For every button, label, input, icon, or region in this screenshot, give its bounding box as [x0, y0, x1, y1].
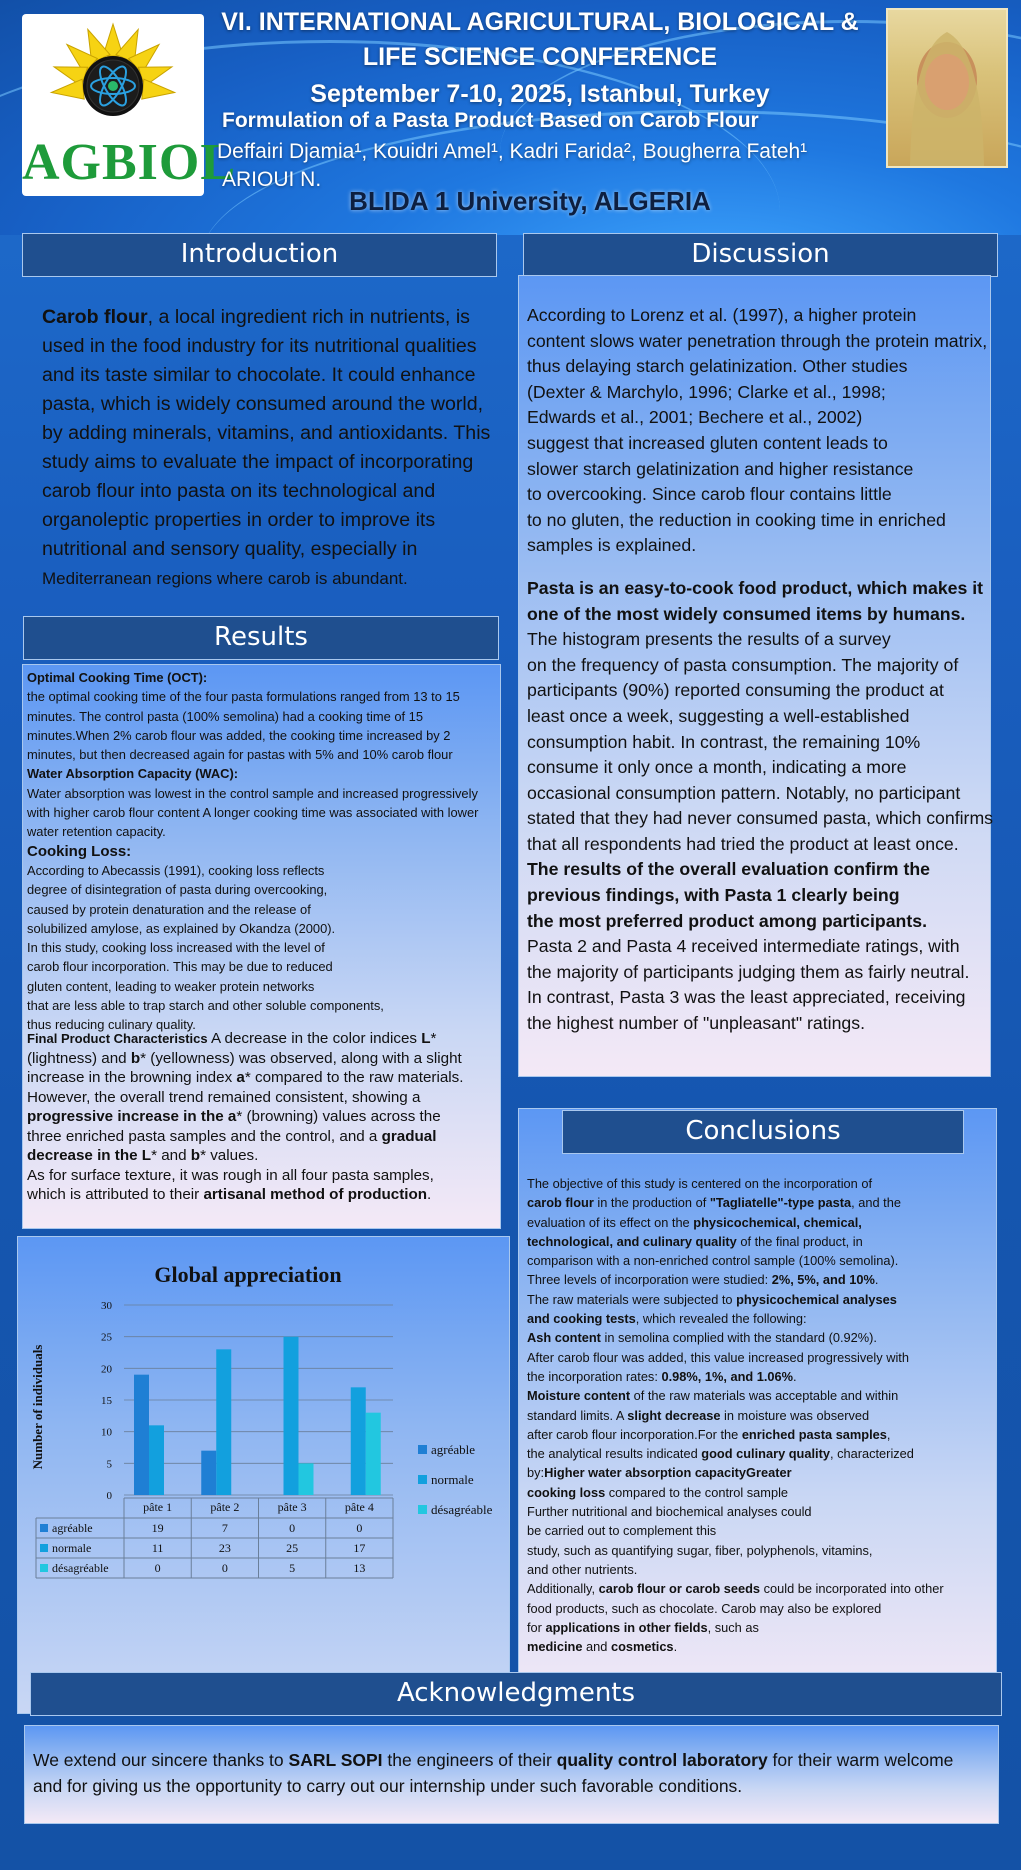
chart-table-cell: 19: [151, 1521, 164, 1535]
wac-line: Water absorption was lowest in the control sample and increased progressively: [27, 785, 478, 801]
chart-table-cell: 13: [353, 1561, 366, 1575]
fpc-bold: a: [236, 1069, 245, 1086]
chart-bar-normale: [351, 1387, 366, 1495]
conclusion-text: the analytical results indicated: [527, 1446, 702, 1462]
fpc-line-8: As for surface texture, it was rough in all four pasta samples,: [27, 1166, 434, 1184]
conclusion-line: [527, 1328, 997, 1347]
conclusion-line: [527, 1193, 997, 1212]
discussion-line: the majority of participants judging them as fairly neutral.: [527, 961, 970, 982]
discussion-line: occasional consumption pattern. Notably, no participant: [527, 782, 961, 803]
wac-heading-text: Water Absorption Capacity (WAC):: [27, 766, 239, 782]
conclusion-line: food products, such as chocolate. Carob may also be explored: [527, 1600, 882, 1616]
chart-bar-désagréable: [299, 1463, 314, 1495]
fpc-bold: L: [421, 1030, 431, 1047]
conclusion-text: .: [673, 1639, 678, 1655]
cooking-loss-line: In this study, cooking loss increased with the level of: [27, 940, 325, 956]
conclusion-bold: enriched pasta samples: [741, 1426, 887, 1442]
fpc-line-5: [27, 1107, 497, 1127]
fpc-text: A decrease in the color indices: [207, 1030, 422, 1047]
discussion-line: consumption habit. In contrast, the remaining 10%: [527, 731, 921, 752]
fpc-bold: progressive increase in the a: [27, 1108, 237, 1125]
conclusion-line: [527, 1444, 997, 1463]
conclusion-text: evaluation of its effect on the: [527, 1214, 694, 1230]
conclusion-line: be carried out to complement this: [527, 1523, 717, 1539]
results-heading: Results: [23, 616, 499, 660]
fpc-bold: gradual: [381, 1127, 437, 1145]
chart-table-row-label: agréable: [52, 1521, 93, 1535]
discussion-bold: the most preferred product among participants.: [527, 910, 927, 931]
fpc-line-7: [27, 1146, 497, 1166]
wac-line: water retention capacity.: [27, 824, 166, 840]
conclusion-text: ,: [886, 1426, 891, 1442]
conclusion-line: [527, 1483, 997, 1502]
fpc-bold: artisanal method of production: [203, 1186, 428, 1203]
chart-y-axis-label: Number of individuals: [30, 1344, 45, 1470]
chart-table-cell: 25: [286, 1541, 299, 1555]
conclusion-line: [527, 1463, 997, 1482]
conclusion-text: , and the: [851, 1195, 901, 1211]
conclusion-text: Additionally,: [527, 1581, 599, 1597]
chart-table-cell: 23: [218, 1541, 231, 1555]
cooking-loss-line: caused by protein denaturation and the release of: [27, 901, 311, 917]
oct-line: minutes. The control pasta (100% semolina) had a cooking time of 15: [27, 708, 424, 724]
discussion-line: participants (90%) reported consuming the product at: [527, 680, 944, 701]
conclusions-heading: Conclusions: [562, 1110, 964, 1154]
conclusion-line: [527, 1270, 997, 1289]
cooking-loss-line: that are less able to trap starch and other soluble components,: [27, 998, 384, 1014]
chart-svg: [18, 1237, 509, 1713]
chart-table-row-label: désagréable: [52, 1561, 109, 1575]
chart-table-cell: 7: [221, 1521, 228, 1535]
intro-lead: Carob flour: [42, 306, 148, 328]
chart-title: Global appreciation: [154, 1262, 342, 1287]
conclusion-text: the incorporation rates:: [527, 1368, 662, 1384]
conclusion-line: [527, 1579, 997, 1598]
oct-line: minutes, but then decreased again for pastas with 5% and 10% carob flour: [27, 747, 453, 763]
discussion-line: consume it only once a month, indicating a more: [527, 757, 907, 778]
chart-legend-label: désagréable: [431, 1502, 493, 1517]
conference-name-line1: VI. INTERNATIONAL AGRICULTURAL, BIOLOGICAL &: [221, 8, 859, 36]
acknowledgments-heading: Acknowledgments: [30, 1672, 1002, 1716]
chart-table-cell: 17: [353, 1541, 366, 1555]
conclusion-bold: physicochemical, chemical,: [693, 1214, 862, 1230]
author-photo: [886, 8, 1008, 168]
authors-line2: ARIOUI N.: [222, 168, 322, 191]
discussion-heading: Discussion: [523, 233, 998, 277]
chart-legend-label: agréable: [431, 1442, 476, 1457]
conclusion-line: study, such as quantifying sugar, fiber, polyphenols, vitamins,: [527, 1542, 873, 1558]
intro-line-3: and its taste similar to chocolate. It could enhance: [42, 364, 476, 386]
chart-bar-agréable: [134, 1375, 149, 1495]
conclusion-text: after carob flour incorporation.For the: [527, 1426, 742, 1442]
discussion-bold-line: [527, 602, 997, 628]
chart-x-tick-label: pâte 2: [210, 1500, 240, 1514]
agbiol-logo: [22, 14, 237, 196]
cooking-loss-line: thus reducing culinary quality.: [27, 1017, 196, 1033]
cooking-loss-line: carob flour incorporation. This may be due to reduced: [27, 959, 333, 975]
conclusion-line: [527, 1309, 997, 1328]
conclusion-bold: Moisture content: [527, 1388, 631, 1404]
conclusion-text: Three levels of incorporation were studied:: [527, 1272, 772, 1288]
oct-line: minutes.When 2% carob flour was added, the cooking time increased by 2: [27, 727, 451, 743]
ack-bold: SARL SOPI: [288, 1750, 383, 1770]
chart-table-cell: 0: [289, 1521, 296, 1535]
fpc-line-2: [27, 1049, 497, 1069]
chart-bar-normale: [149, 1425, 164, 1495]
discussion-line: (Dexter & Marchylo, 1996; Clarke et al., 1998;: [527, 381, 886, 402]
chart-table-cell: 11: [151, 1541, 164, 1555]
discussion-line: content slows water penetration through the protein matrix,: [527, 330, 988, 351]
conclusion-bold: carob flour: [527, 1195, 594, 1211]
wac-heading: [27, 764, 497, 783]
discussion-bold-line: [527, 883, 997, 909]
global-appreciation-chart: [17, 1236, 510, 1714]
fpc-line-9: [27, 1185, 497, 1205]
conclusion-bold: slight decrease: [627, 1407, 721, 1423]
acknowledgments-text: [33, 1748, 993, 1799]
conclusion-text: .: [874, 1272, 879, 1288]
conclusion-text: for: [527, 1619, 546, 1635]
conclusion-bold: physicochemical analyses: [736, 1291, 897, 1307]
ack-text: We extend our sincere thanks to: [33, 1750, 289, 1770]
intro-line-1: [42, 303, 502, 332]
conclusion-line: [527, 1290, 997, 1309]
conclusion-bold: medicine: [527, 1639, 583, 1655]
chart-y-tick-label: 0: [106, 1490, 112, 1502]
conclusion-line: After carob flour was added, this value increased progressively with: [527, 1349, 909, 1365]
conclusion-text: The raw materials were subjected to: [527, 1291, 737, 1307]
intro-line-7: carob flour into pasta on its technological and: [42, 480, 436, 502]
conclusion-text: in semolina complied with the standard (0.92%).: [600, 1330, 877, 1346]
conclusion-bold: cosmetics: [610, 1639, 674, 1655]
fpc-text: increase in the browning index: [27, 1069, 237, 1086]
conclusion-text: in moisture was observed: [720, 1407, 870, 1423]
conclusion-text: , which revealed the following:: [635, 1311, 807, 1327]
oct-heading: [27, 668, 497, 687]
fpc-bold: b: [130, 1049, 141, 1067]
conclusion-line: [527, 1386, 997, 1405]
fpc-line-3: [27, 1068, 497, 1088]
fpc-text: three enriched pasta samples and the control, and a: [27, 1127, 382, 1145]
discussion-line: slower starch gelatinization and higher resistance: [527, 458, 914, 479]
fpc-text: (lightness) and: [27, 1049, 131, 1067]
ack-text: for their warm welcome: [767, 1750, 954, 1770]
final-product-text: [27, 1029, 497, 1205]
conclusion-line: [527, 1213, 997, 1232]
chart-table-swatch: [40, 1524, 48, 1532]
conclusion-line: [527, 1618, 997, 1637]
discussion-line: samples is explained.: [527, 535, 697, 556]
discussion-bold: one of the most widely consumed items by humans.: [527, 603, 966, 624]
chart-bar-normale: [284, 1337, 299, 1495]
chart-y-tick-label: 20: [101, 1363, 112, 1376]
conclusion-text: compared to the control sample: [605, 1484, 789, 1500]
university-name: BLIDA 1 University, ALGERIA: [349, 186, 711, 216]
conclusion-text: could be incorporated into other: [760, 1581, 944, 1597]
ack-line-1: [33, 1748, 993, 1774]
conference-name-line2: LIFE SCIENCE CONFERENCE: [362, 43, 718, 71]
chart-table-cell: 0: [356, 1521, 363, 1535]
discussion-line: According to Lorenz et al. (1997), a higher protein: [527, 305, 917, 325]
conclusion-bold: good culinary quality: [701, 1446, 830, 1462]
conclusion-text: of the raw materials was acceptable and within: [630, 1388, 899, 1404]
cooking-loss-line: solubilized amylose, as explained by Okandza (2000).: [27, 920, 336, 936]
chart-y-tick-label: 25: [101, 1331, 112, 1344]
conclusion-bold: applications in other fields: [545, 1619, 708, 1635]
discussion-line: thus delaying starch gelatinization. Other studies: [527, 356, 908, 377]
ack-text: the engineers of their: [382, 1750, 557, 1770]
discussion-bold-line: [527, 857, 997, 883]
chart-y-tick-label: 15: [101, 1395, 112, 1407]
authors-line1: Deffairi Djamia¹, Kouidri Amel¹, Kadri Farida², Bougherra Fateh¹: [217, 140, 808, 163]
chart-bar-désagréable: [366, 1413, 381, 1495]
discussion-line: stated that they had never consumed pasta, which confirms: [527, 808, 994, 829]
chart-bar-agréable: [201, 1451, 216, 1495]
fpc-line-6: [27, 1127, 497, 1147]
conclusion-text: .: [793, 1368, 797, 1384]
chart-table-swatch: [40, 1544, 48, 1552]
oct-heading-text: Optimal Cooking Time (OCT):: [27, 670, 208, 685]
conclusion-bold: and cooking tests: [527, 1311, 636, 1327]
discussion-line: Edwards et al., 2001; Bechere et al., 2002): [527, 407, 863, 428]
conclusion-bold: "Tagliatelle"-type pasta: [709, 1195, 852, 1211]
ack-bold: quality control laboratory: [556, 1750, 768, 1770]
sunflower-atom-icon: [22, 14, 204, 144]
fpc-bold: b: [190, 1147, 201, 1164]
fpc-text: * (yellowness) was observed, along with a slight: [140, 1049, 462, 1067]
discussion-line: The histogram presents the results of a survey: [527, 629, 891, 650]
chart-table-swatch: [40, 1564, 48, 1572]
chart-table-cell: 0: [154, 1561, 161, 1575]
cooking-loss-heading-text: Cooking Loss:: [27, 842, 132, 860]
fpc-line-4: However, the overall trend remained consistent, showing a: [27, 1088, 421, 1106]
discussion-line: Pasta 2 and Pasta 4 received intermediate ratings, with: [527, 936, 960, 957]
conclusion-bold: cooking loss: [527, 1484, 606, 1500]
conclusion-line: [527, 1406, 997, 1425]
fpc-text: .: [427, 1186, 432, 1203]
discussion-bold: Pasta is an easy-to-cook food product, which makes it: [527, 577, 984, 598]
cooking-loss-line: gluten content, leading to weaker protein networks: [27, 978, 315, 994]
fpc-text: * values.: [200, 1147, 259, 1164]
oct-line: the optimal cooking time of the four pasta formulations ranged from 13 to 15: [27, 689, 460, 705]
logo-wordmark: AGBIOL: [22, 134, 237, 191]
conclusion-text: of the final product, in: [736, 1233, 863, 1249]
conclusion-bold: Ash content: [527, 1330, 601, 1346]
chart-bar-normale: [216, 1349, 231, 1495]
conclusions-text: [527, 1174, 997, 1656]
cooking-loss-heading: [27, 842, 497, 861]
chart-x-tick-label: pâte 4: [344, 1500, 374, 1514]
intro-line-2: used in the food industry for its nutritional qualities: [42, 335, 477, 357]
chart-x-tick-label: pâte 3: [277, 1500, 307, 1514]
chart-table-cell: 0: [221, 1561, 228, 1575]
discussion-line: In contrast, Pasta 3 was the least appreciated, receiving: [527, 987, 966, 1008]
discussion-line: the highest number of "unpleasant" ratings.: [527, 1013, 866, 1034]
introduction-heading: Introduction: [22, 233, 497, 277]
chart-y-tick-label: 30: [101, 1300, 112, 1312]
fpc-text: * (browning) values across the: [236, 1108, 441, 1125]
conclusion-line: [527, 1367, 997, 1386]
conclusion-text: by:: [527, 1465, 545, 1481]
results-text: [27, 668, 497, 1035]
conclusion-line: comparison with a non-enriched control sample (100% semolina).: [527, 1253, 899, 1269]
conclusion-line: [527, 1637, 997, 1656]
chart-y-tick-label: 10: [101, 1426, 112, 1439]
fpc-text: *: [430, 1030, 437, 1047]
conclusion-line: [527, 1425, 997, 1444]
fpc-text: * and: [151, 1147, 191, 1164]
conclusion-text: and: [582, 1639, 611, 1655]
chart-table-cell: 5: [289, 1561, 296, 1575]
conclusion-bold: 2%, 5%, and 10%: [771, 1272, 875, 1288]
ack-line-2: and for giving us the opportunity to carry out our internship under such favorable conditions.: [33, 1775, 743, 1796]
conclusion-text: standard limits. A: [527, 1407, 628, 1423]
fpc-heading: Final Product Characteristics: [27, 1031, 208, 1046]
discussion-line: to overcooking. Since carob flour contains little: [527, 484, 892, 505]
intro-line-10: Mediterranean regions where carob is abundant.: [42, 569, 408, 588]
fpc-text: which is attributed to their: [27, 1186, 204, 1203]
conclusion-text: , characterized: [829, 1446, 914, 1462]
introduction-text: [42, 303, 502, 593]
conclusion-bold: 0.98%, 1%, and 1.06%: [661, 1368, 794, 1384]
conclusion-bold: technological, and culinary quality: [527, 1233, 737, 1249]
intro-line-8: organoleptic properties in order to improve its: [42, 509, 436, 531]
discussion-line: that all respondents had tried the product at least once.: [527, 833, 959, 854]
cooking-loss-line: According to Abecassis (1991), cooking loss reflects: [27, 862, 325, 878]
discussion-bold-line: [527, 576, 997, 602]
discussion-line: suggest that increased gluten content leads to: [527, 432, 888, 453]
cooking-loss-line: degree of disintegration of pasta during overcooking,: [27, 882, 328, 898]
conclusion-line: [527, 1232, 997, 1251]
wac-line: with higher carob flour content A longer cooking time was associated with lower: [27, 805, 479, 821]
poster-title: Formulation of a Pasta Product Based on Carob Flour: [222, 109, 759, 132]
intro-line-4: pasta, which is widely consumed around the world,: [42, 393, 484, 415]
chart-legend-swatch: [418, 1475, 427, 1484]
discussion-text: [527, 303, 997, 1037]
spacer: [527, 559, 997, 576]
discussion-bold-line: [527, 909, 997, 935]
conference-date: September 7-10, 2025, Istanbul, Turkey: [310, 80, 770, 108]
conclusion-line: Further nutritional and biochemical analyses could: [527, 1504, 812, 1520]
intro-line-6: study aims to evaluate the impact of incorporating: [42, 451, 474, 473]
conclusion-line: The objective of this study is centered on the incorporation of: [527, 1176, 873, 1191]
chart-table-row-label: normale: [52, 1541, 92, 1555]
discussion-bold: previous findings, with Pasta 1 clearly being: [527, 885, 900, 906]
chart-legend-swatch: [418, 1505, 427, 1514]
chart-legend-label: normale: [431, 1472, 474, 1487]
fpc-line-1: [27, 1029, 497, 1049]
intro-line-9: nutritional and sensory quality, especially in: [42, 538, 418, 560]
fpc-bold: decrease in the L: [27, 1147, 152, 1164]
discussion-line: least once a week, suggesting a well-established: [527, 705, 910, 726]
intro-text-0: , a local ingredient rich in nutrients, is: [147, 306, 470, 328]
conclusion-text: in the production of: [593, 1195, 710, 1211]
intro-line-5: by adding minerals, vitamins, and antioxidants. This: [42, 422, 491, 444]
conclusion-bold: Higher water absorption capacityGreater: [544, 1465, 792, 1481]
chart-y-tick-label: 5: [106, 1458, 112, 1471]
discussion-bold: The results of the overall evaluation confirm the: [527, 859, 930, 880]
chart-x-tick-label: pâte 1: [143, 1500, 173, 1514]
conclusion-text: , such as: [707, 1619, 759, 1635]
discussion-line: on the frequency of pasta consumption. The majority of: [527, 654, 959, 675]
discussion-line: to no gluten, the reduction in cooking time in enriched: [527, 509, 946, 530]
conclusion-line: and other nutrients.: [527, 1561, 638, 1577]
conclusion-bold: carob flour or carob seeds: [598, 1581, 761, 1597]
fpc-text: * compared to the raw materials.: [244, 1069, 464, 1086]
chart-legend-swatch: [418, 1445, 427, 1454]
